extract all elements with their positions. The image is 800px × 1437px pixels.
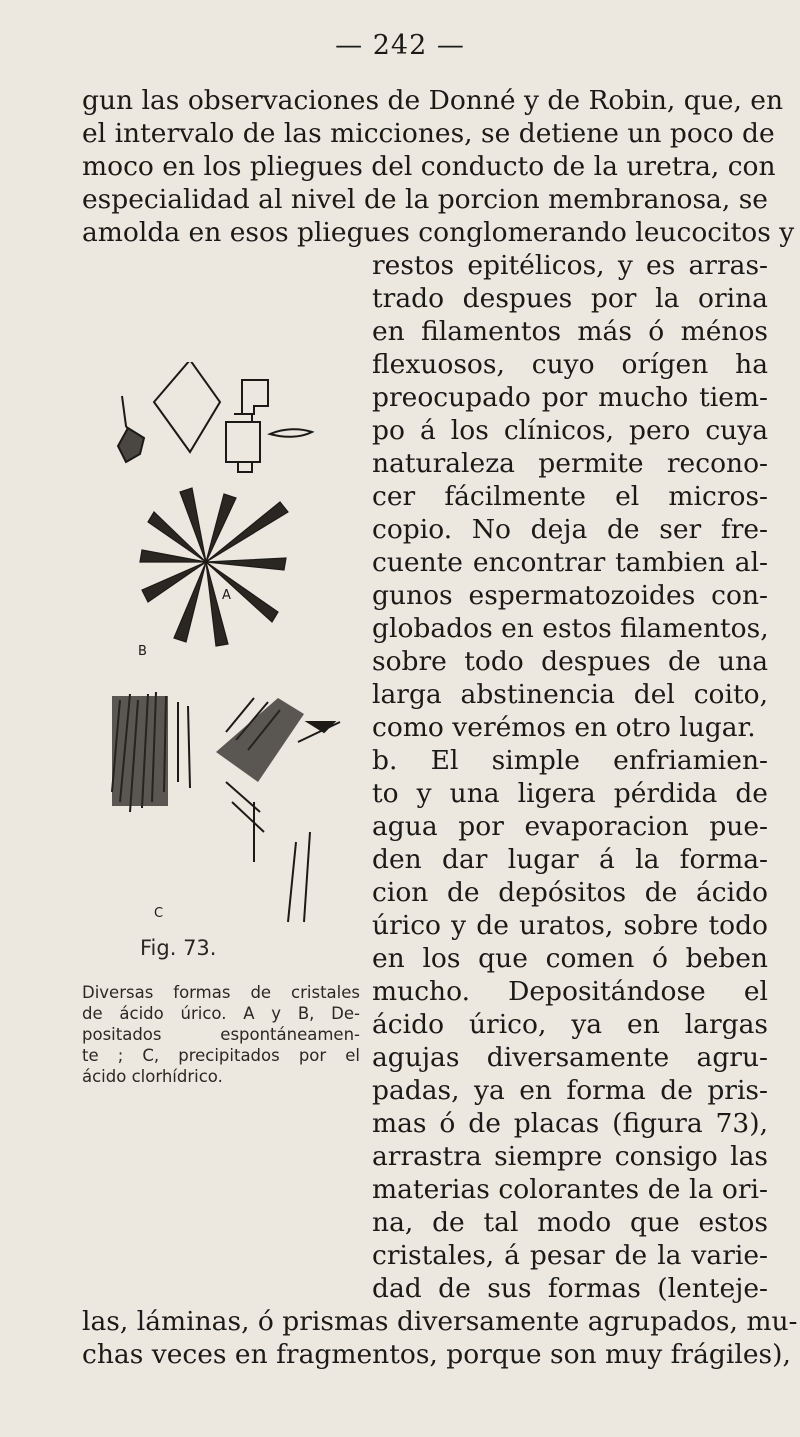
text-line: úrico y de uratos, sobre todo (372, 910, 768, 941)
text-line: preocupado por mucho tiem- (372, 382, 768, 413)
text-line: sobre todo despues de una (372, 646, 768, 677)
caption-line: te ; C, precipitados por el (82, 1046, 360, 1065)
text-line: restos epitélicos, y es arras- (372, 250, 768, 281)
text-line: especialidad al nivel de la porcion membranosa, se (82, 184, 768, 215)
needle-cluster (140, 488, 288, 646)
figure-title: Fig. 73. (140, 936, 217, 960)
text-line: dad de sus formas (lenteje- (372, 1273, 768, 1304)
text-line: agujas diversamente agru- (372, 1042, 768, 1073)
text-line: mas ó de placas (figura 73), (372, 1108, 768, 1139)
text-line: agua por evaporacion pue- (372, 811, 768, 842)
caption-line: Diversas formas de cristales (82, 983, 360, 1002)
figure-label-c: C (154, 906, 164, 921)
text-line-overflow (82, 1404, 768, 1437)
caption-line: positados espontáneamen- (82, 1025, 360, 1044)
text-line: ácido úrico, ya en largas (372, 1009, 768, 1040)
caption-line: de ácido úrico. A y B, De- (82, 1004, 360, 1023)
text-line: b. El simple enfriamien- (372, 745, 768, 776)
page-number: — 242 — (335, 30, 465, 61)
text-line: mucho. Depositándose el (372, 976, 768, 1007)
figure-73-crystals (108, 362, 360, 932)
text-line: cer fácilmente el micros- (372, 481, 768, 512)
text-line: arrastra siempre consigo las (372, 1141, 768, 1172)
text-line: como verémos en otro lugar. (372, 712, 756, 743)
text-line: en los que comen ó beben (372, 943, 768, 974)
text-line: copio. No deja de ser fre- (372, 514, 768, 545)
text-line: amolda en esos pliegues conglomerando leucocitos y (82, 217, 795, 248)
text-line: cion de depósitos de ácido (372, 877, 768, 908)
text-line: cristales, á pesar de la varie- (372, 1240, 768, 1271)
text-line: naturaleza permite recono- (372, 448, 768, 479)
text-line: gun las observaciones de Donné y de Robin, que, en (82, 85, 784, 116)
figure-label-b: B (138, 644, 147, 659)
crystal-rhombus (154, 362, 220, 452)
figure-caption (82, 982, 360, 1087)
text-line: larga abstinencia del coito, (372, 679, 768, 710)
text-line: flexuosos, cuyo orígen ha (372, 349, 768, 380)
crystal-tablet (242, 380, 268, 414)
text-line: el intervalo de las micciones, se detiene un poco de (82, 118, 775, 149)
text-line: to y una ligera pérdida de (372, 778, 768, 809)
text-line: padas, ya en forma de pris- (372, 1075, 768, 1106)
crystal-hatched (118, 428, 144, 462)
text-line: moco en los pliegues del conducto de la uretra, con (82, 151, 776, 182)
caption-line: ácido clorhídrico. (82, 1067, 223, 1086)
text-line: den dar lugar á la forma- (372, 844, 768, 875)
text-line: chas veces en fragmentos, porque son muy frágiles), (82, 1339, 791, 1370)
text-line: na, de tal modo que estos (372, 1207, 768, 1238)
text-line: gunos espermatozoides con- (372, 580, 768, 611)
text-line: cuente encontrar tambien al- (372, 547, 768, 578)
text-line: globados en estos filamentos, (372, 613, 769, 644)
text-line: trado despues por la orina (372, 283, 768, 314)
crystal-lens (270, 429, 312, 437)
figure-label-a: A (222, 588, 231, 603)
text-line-overflow (82, 1371, 768, 1404)
text-line: las, láminas, ó prismas diversamente agrupados, mu- (82, 1306, 798, 1337)
text-line: materias colorantes de la ori- (372, 1174, 768, 1205)
text-line: po á los clínicos, pero cuya (372, 415, 768, 446)
text-line: en filamentos más ó ménos (372, 316, 768, 347)
